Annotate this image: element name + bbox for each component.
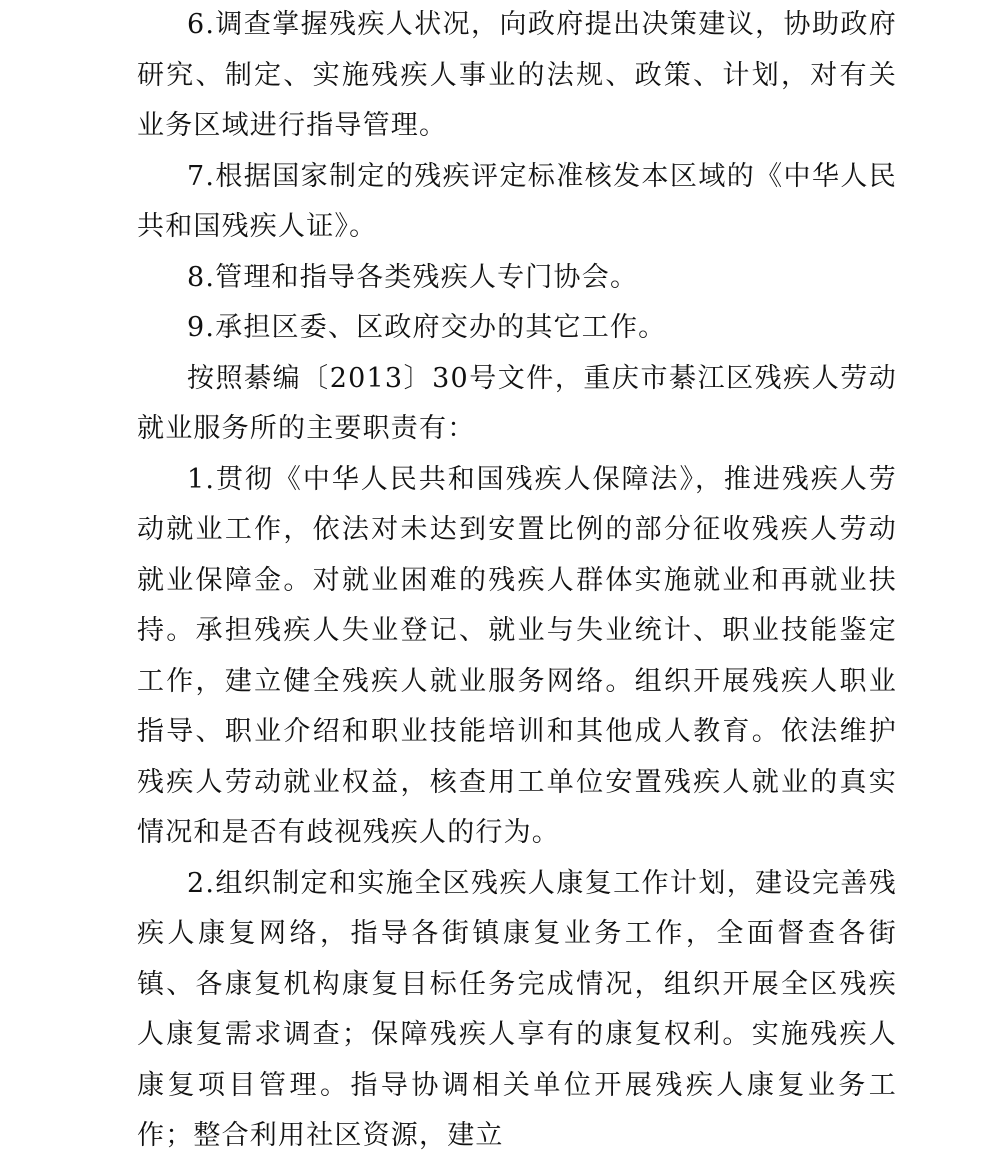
paragraph-duty-8: 8.管理和指导各类残疾人专门协会。 [187,261,639,293]
paragraph-duty-9: 9.承担区委、区政府交办的其它工作。 [187,312,667,343]
paragraph-service-duty-2: 2.组织制定和实施全区残疾人康复工作计划，建设完善残疾人康复网络，指导各街镇康复业务工作，全面督查各街镇、各康复机构康复目标任务完成情况，组织开展全区残疾人康复需求调查；保障残疾人享有的康复权利。实施残疾人康复项目管理。指导协调相关单位开展残疾人康复业务工作；整合利用社区资源，建立 [137,867,897,1151]
document-body [137,0,897,1162]
paragraph-intro-employment-service: 按照綦编〔2013〕30号文件，重庆市綦江区残疾人劳动就业服务所的主要职责有： [137,362,897,444]
paragraph-service-duty-1: 1.贯彻《中华人民共和国残疾人保障法》，推进残疾人劳动就业工作，依法对未达到安置比例的部分征收残疾人劳动就业保障金。对就业困难的残疾人群体实施就业和再就业扶持。承担残疾人失业登记、就业与失业统计、职业技能鉴定工作，建立健全残疾人就业服务网络。组织开展残疾人职业指导、职业介绍和职业技能培训和其他成人教育。依法维护残疾人劳动就业权益，核查用工单位安置残疾人就业的真实情况和是否有歧视残疾人的行为。 [137,463,897,848]
paragraph-duty-6: 6.调查掌握残疾人状况，向政府提出决策建议，协助政府研究、制定、实施残疾人事业的法规、政策、计划，对有关业务区域进行指导管理。 [137,9,897,141]
paragraph-duty-7: 7.根据国家制定的残疾评定标准核发本区域的《中华人民共和国残疾人证》。 [137,160,897,242]
